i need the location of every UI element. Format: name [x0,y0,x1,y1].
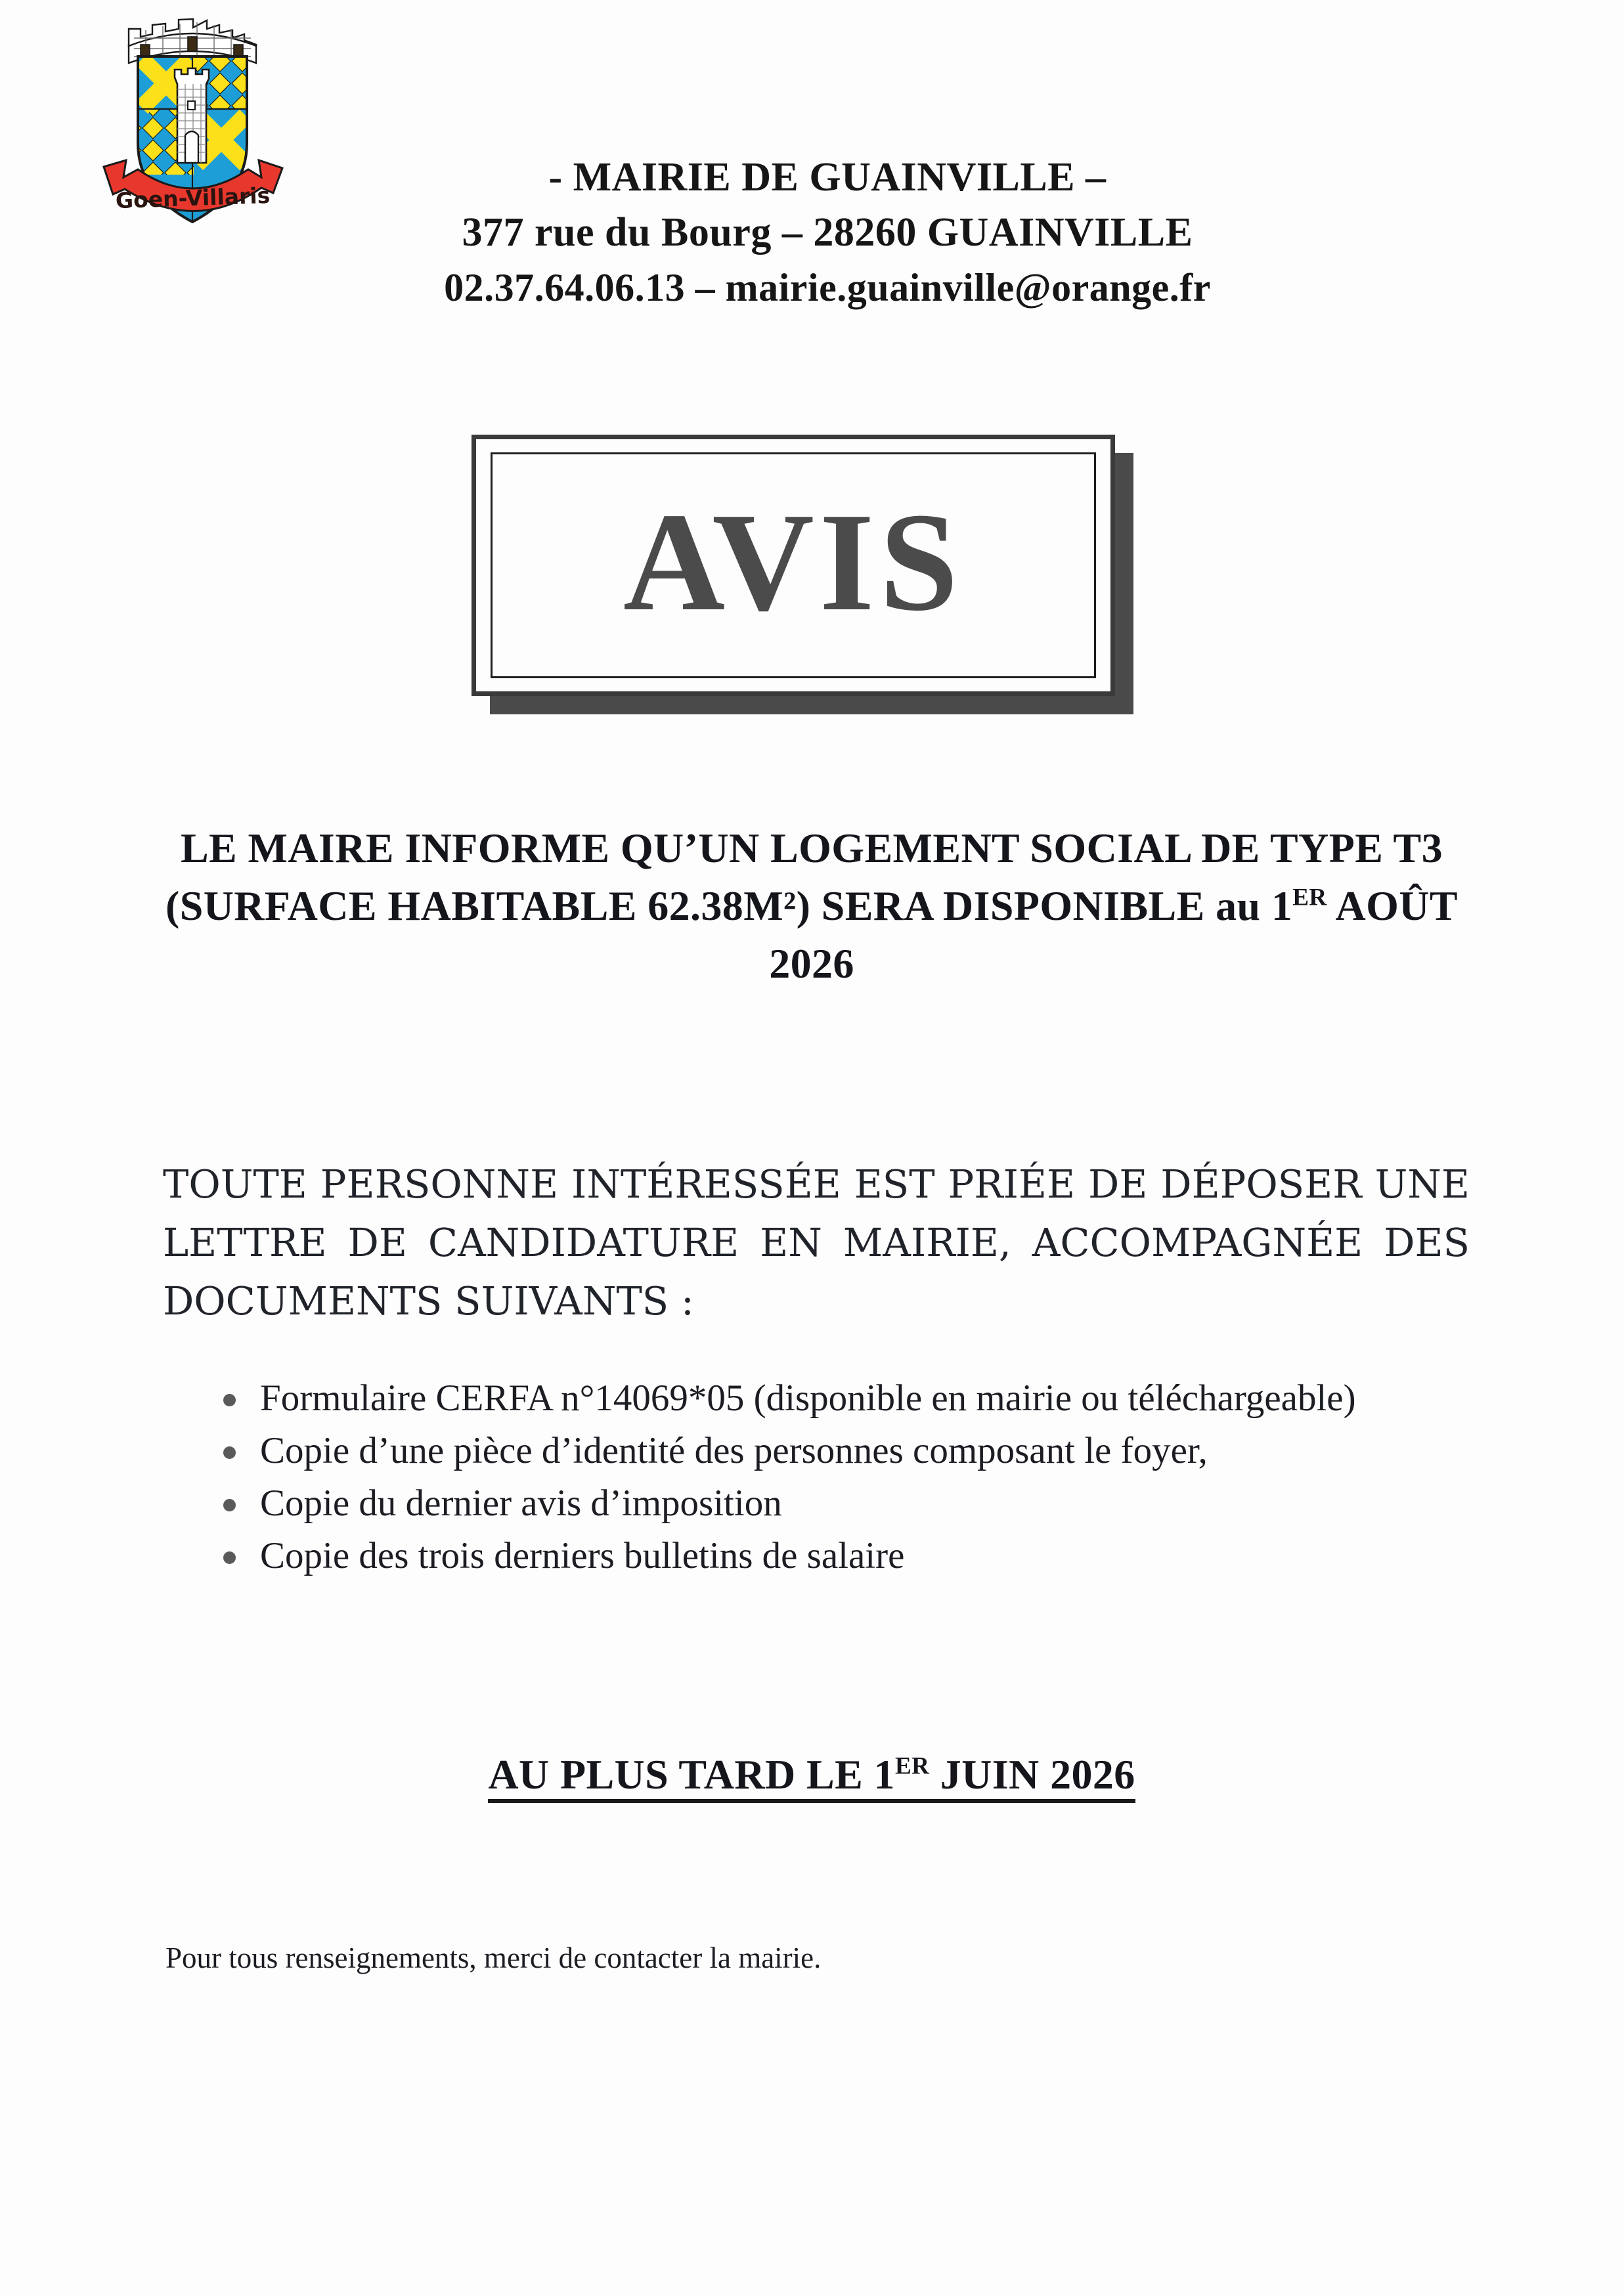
mairie-contact: 02.37.64.06.13 – mairie.guainville@orange.fr [444,266,1211,309]
deadline-part1: AU PLUS TARD LE 1 [488,1751,895,1798]
page-title [155,819,1468,993]
bullet-icon [223,1551,236,1564]
avis-banner-outer-frame [472,435,1115,696]
list-item-label: Formulaire CERFA n°14069*05 (disponible en mairie ou téléchargeable) [260,1377,1356,1419]
bullet-icon [223,1394,236,1406]
mairie-address: 377 rue du Bourg – 28260 GUAINVILLE [462,210,1193,255]
required-documents-list [217,1372,1464,1582]
avis-banner [472,435,1115,696]
mairie-title: - MAIRIE DE GUAINVILLE – [548,155,1107,200]
list-item [217,1372,1464,1425]
bullet-icon [223,1499,236,1511]
footer-note: Pour tous renseignements, merci de contacter la mairie. [165,1941,822,1974]
ribbon-motto-text: Goen-Villaris [115,182,271,214]
bullet-icon [223,1446,236,1459]
deadline-block [155,1746,1468,1803]
list-item [217,1530,1464,1582]
deadline-superscript: ER [894,1752,930,1780]
page-title-part1: LE MAIRE INFORME QU’UN LOGEMENT SOCIAL DE TYPE T3 (SURFACE HABITABLE 62.38M²) SERA DISPONIBLE au 1 [165,825,1443,929]
tower-charge-icon [175,68,209,163]
list-item-label: Copie d’une pièce d’identité des personnes composant le foyer, [260,1430,1208,1471]
list-item [217,1477,1464,1530]
list-item-label: Copie du dernier avis d’imposition [260,1483,782,1524]
page-title-part2: AOÛT 2026 [769,882,1459,987]
deadline-text [488,1751,1135,1803]
avis-banner-inner-frame [491,452,1096,678]
deadline-part2: JUIN 2026 [929,1751,1135,1798]
list-item-label: Copie des trois derniers bulletins de salaire [260,1535,905,1576]
page-title-superscript: ER [1292,884,1327,911]
intro-paragraph: TOUTE PERSONNE INTÉRESSÉE EST PRIÉE DE DÉPOSER UNE LETTRE DE CANDIDATURE EN MAIRIE, ACCOMPAGNÉE DES DOCUMENTS SUIVANTS : [163,1161,1470,1324]
list-item [217,1425,1464,1477]
mairie-header [250,150,1405,315]
avis-word: AVIS [623,483,964,640]
